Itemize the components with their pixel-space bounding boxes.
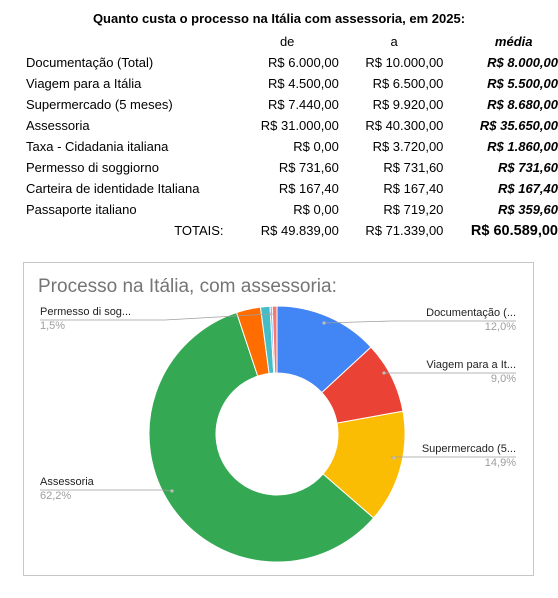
totals-row [22,220,558,241]
row-media: R$ 359,60 [498,202,558,217]
row-de: R$ 0,00 [293,202,339,217]
donut-chart [24,263,533,575]
slice-percent: 1,5% [40,320,66,332]
chart-title: Processo na Itália, com assessoria: [38,276,337,297]
row-a: R$ 40.300,00 [365,118,444,133]
table-row [22,94,558,115]
row-de: R$ 4.500,00 [267,76,339,91]
slice-label: Permesso di sog... [40,306,132,318]
slice-percent: 12,0% [484,321,516,333]
row-a: R$ 3.720,00 [372,139,444,154]
leader-dot [269,312,272,315]
row-label: Assessoria [26,118,90,133]
row-media: R$ 1.860,00 [487,139,558,154]
header-de: de [279,34,295,49]
row-de: R$ 31.000,00 [260,118,339,133]
row-label: Permesso di soggiorno [26,160,159,175]
totals-de: R$ 49.839,00 [260,223,339,238]
row-a: R$ 719,20 [383,202,444,217]
table-row [22,157,558,178]
row-label: Carteira de identidade Italiana [26,181,200,196]
row-label: Supermercado (5 meses) [26,97,173,112]
table-header-row [22,31,558,52]
table-row [22,73,558,94]
leader-dot [392,456,395,459]
slice-label: Documentação (... [426,307,516,319]
row-label: Taxa - Cidadania italiana [26,139,169,154]
leader-dot [382,371,385,374]
row-de: R$ 731,60 [278,160,339,175]
slice-percent: 14,9% [484,457,516,469]
slice-label: Viagem para a It... [426,359,516,371]
row-a: R$ 6.500,00 [372,76,444,91]
leader-dot [322,321,325,324]
row-label: Viagem para a Itália [26,76,142,91]
slice-label-group [322,307,516,333]
table-title: Quanto custa o processo na Itália com assessoria, em 2025: [92,11,466,26]
slice-label: Supermercado (5... [421,443,516,455]
totals-a: R$ 71.339,00 [365,223,444,238]
header-a: a [390,34,398,49]
row-de: R$ 7.440,00 [267,97,339,112]
donut-chart-panel [23,262,534,576]
row-a: R$ 731,60 [383,160,444,175]
slice-percent: 9,0% [490,373,516,385]
slice-label: Assessoria [40,476,94,488]
row-media: R$ 167,40 [498,181,558,196]
row-media: R$ 5.500,00 [487,76,558,91]
row-label: Documentação (Total) [26,55,154,70]
row-a: R$ 9.920,00 [372,97,444,112]
slice-percent: 62,2% [40,490,72,502]
table-row [22,199,558,220]
table-row [22,178,558,199]
leader-dot [170,489,173,492]
table-row [22,136,558,157]
row-label: Passaporte italiano [26,202,137,217]
row-de: R$ 6.000,00 [267,55,339,70]
row-a: R$ 10.000,00 [365,55,444,70]
slice-label-group [391,443,516,469]
row-de: R$ 167,40 [278,181,339,196]
table-row [22,52,558,73]
row-media: R$ 35.650,00 [479,118,558,133]
row-media: R$ 8.000,00 [487,55,558,70]
header-label [22,31,236,52]
row-media: R$ 8.680,00 [487,97,558,112]
cost-table [22,31,558,241]
slice-label-group [40,476,174,502]
table-row [22,115,558,136]
totals-media: R$ 60.589,00 [470,222,558,239]
slice-label-group [382,359,516,385]
row-a: R$ 167,40 [383,181,444,196]
row-media: R$ 731,60 [498,160,558,175]
header-media: média [494,34,533,49]
row-de: R$ 0,00 [293,139,339,154]
totals-label: TOTAIS: [174,223,224,238]
